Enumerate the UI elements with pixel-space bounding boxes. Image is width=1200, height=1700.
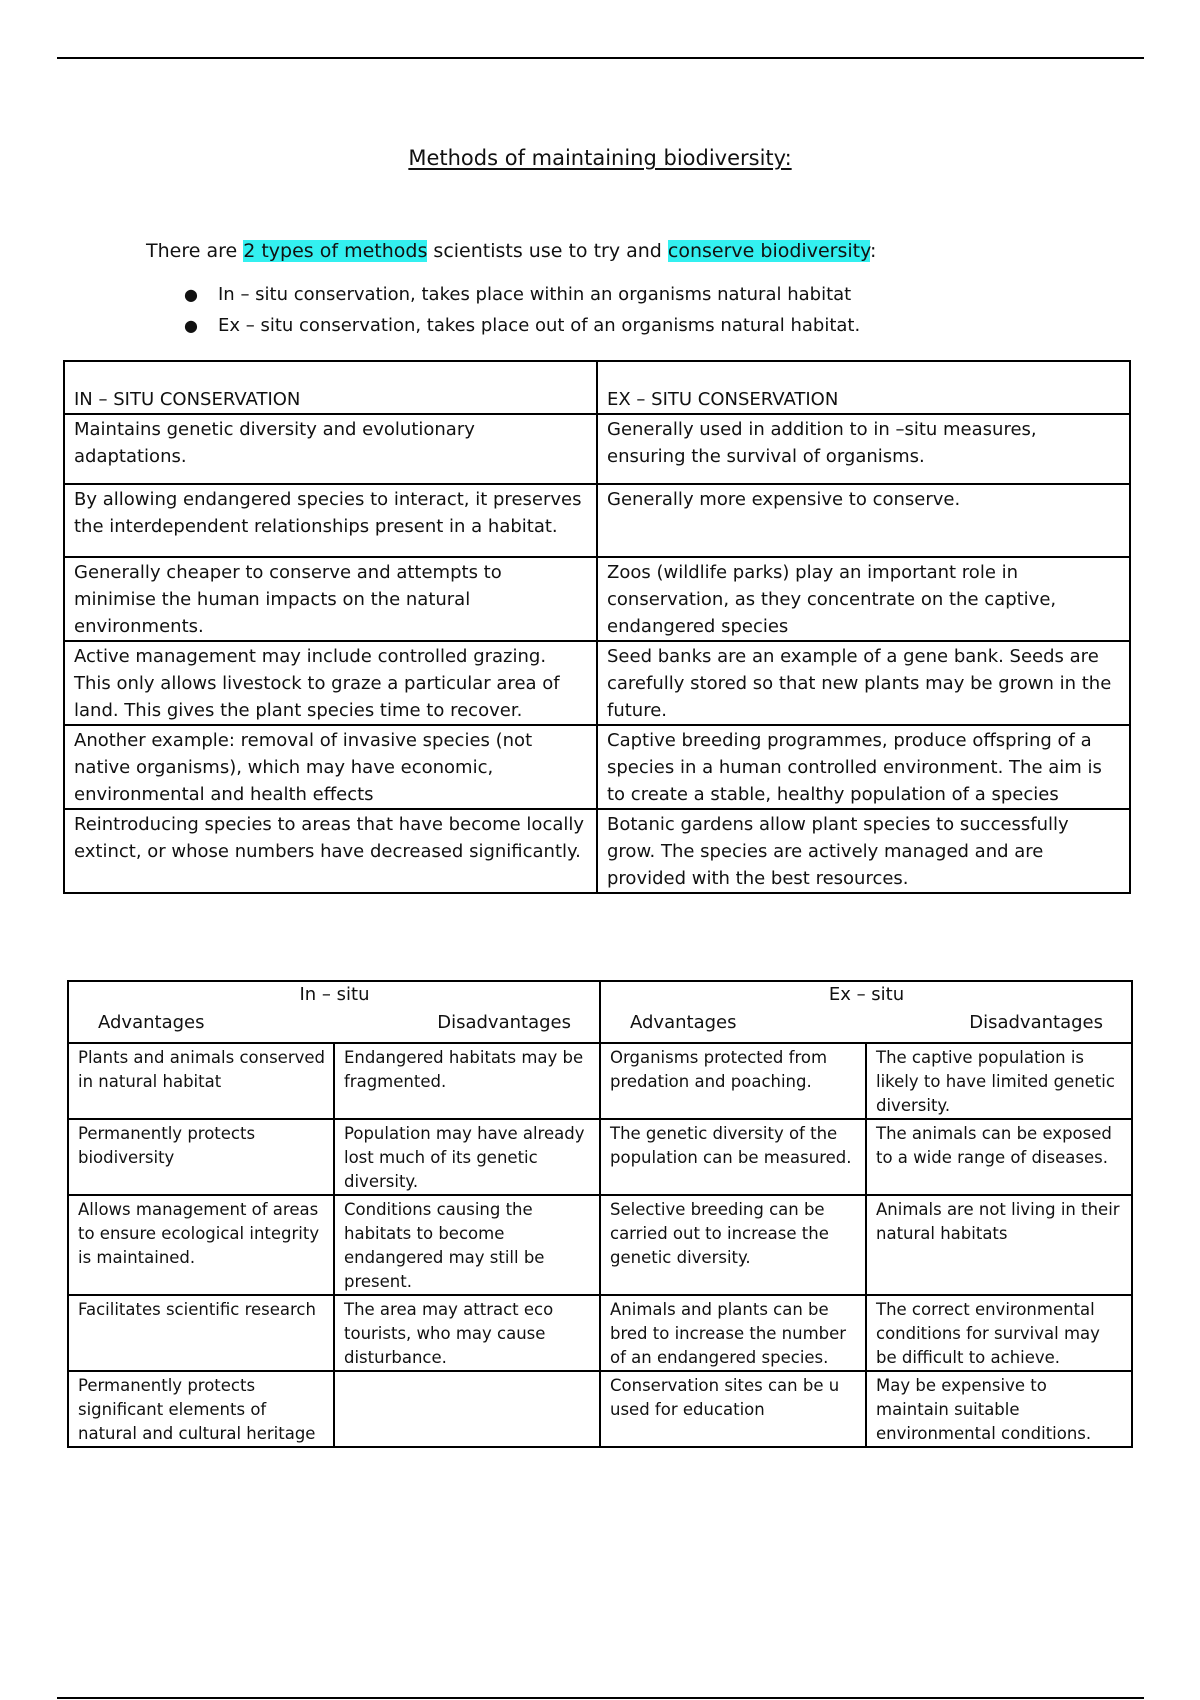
- table-cell: Conditions causing the habitats to become endangered may still be present.: [334, 1195, 600, 1295]
- table-cell: Botanic gardens allow plant species to successfully grow. The species are actively managed and are provided with the best resources.: [597, 809, 1130, 893]
- header-ex-situ: EX – SITU CONSERVATION: [597, 361, 1130, 414]
- table-cell: Facilitates scientific research: [68, 1295, 334, 1371]
- table-row: [64, 414, 1130, 484]
- table-cell: Generally more expensive to conserve.: [597, 484, 1130, 557]
- table-header-row: [68, 981, 1132, 1043]
- table-cell: Seed banks are an example of a gene bank. Seeds are carefully stored so that new plants may be grown in the future.: [597, 641, 1130, 725]
- table-cell: Allows management of areas to ensure ecological integrity is maintained.: [68, 1195, 334, 1295]
- table-header-row: [64, 361, 1130, 414]
- intro-text-1: There are: [146, 240, 244, 262]
- table-row: [64, 484, 1130, 557]
- intro-paragraph: [146, 240, 876, 262]
- table-cell: The captive population is likely to have limited genetic diversity.: [866, 1043, 1132, 1119]
- highlight-conserve-biodiversity: conserve biodiversity: [667, 240, 870, 262]
- table-cell: Generally used in addition to in –situ measures, ensuring the survival of organisms.: [597, 414, 1130, 484]
- intro-text-2: scientists use to try and: [427, 240, 668, 262]
- advantages-disadvantages-table: [67, 980, 1133, 1448]
- intro-text-3: :: [869, 240, 877, 262]
- table-cell: Selective breeding can be carried out to increase the genetic diversity.: [600, 1195, 866, 1295]
- ex-situ-title: Ex – situ: [828, 984, 905, 1005]
- table-row: [64, 725, 1130, 809]
- table-cell: By allowing endangered species to interact, it preserves the interdependent relationships present in a habitat.: [64, 484, 597, 557]
- table-cell: Generally cheaper to conserve and attempts to minimise the human impacts on the natural environments.: [64, 557, 597, 641]
- top-rule: [57, 57, 1144, 59]
- table-row: [68, 1043, 1132, 1119]
- table-cell: Permanently protects significant elements of natural and cultural heritage: [68, 1371, 334, 1447]
- table-cell: The correct environmental conditions for survival may be difficult to achieve.: [866, 1295, 1132, 1371]
- in-situ-advantages-label: Advantages: [98, 1012, 205, 1033]
- bullet-list: [184, 284, 860, 346]
- table-cell: Population may have already lost much of its genetic diversity.: [334, 1119, 600, 1195]
- bottom-rule: [57, 1697, 1144, 1699]
- in-situ-group-header: [68, 981, 600, 1043]
- ex-situ-group-header: [600, 981, 1132, 1043]
- table-cell: The animals can be exposed to a wide range of diseases.: [866, 1119, 1132, 1195]
- table-cell: Plants and animals conserved in natural habitat: [68, 1043, 334, 1119]
- table-cell: The area may attract eco tourists, who may cause disturbance.: [334, 1295, 600, 1371]
- table-cell: Captive breeding programmes, produce offspring of a species in a human controlled environment. The aim is to create a stable, healthy population of a species: [597, 725, 1130, 809]
- highlight-types-of-methods: 2 types of methods: [243, 240, 428, 262]
- table-row: [64, 809, 1130, 893]
- table-row: [68, 1195, 1132, 1295]
- table-cell: The genetic diversity of the population can be measured.: [600, 1119, 866, 1195]
- bullet-dot-icon: ●: [184, 316, 198, 335]
- header-in-situ: IN – SITU CONSERVATION: [64, 361, 597, 414]
- table-cell: Permanently protects biodiversity: [68, 1119, 334, 1195]
- bullet-item: ● Ex – situ conservation, takes place out of an organisms natural habitat.: [184, 315, 861, 336]
- ex-situ-disadvantages-label: Disadvantages: [969, 1012, 1103, 1033]
- table-cell: May be expensive to maintain suitable environmental conditions.: [866, 1371, 1132, 1447]
- table-cell: Animals and plants can be bred to increase the number of an endangered species.: [600, 1295, 866, 1371]
- page-title: Methods of maintaining biodiversity:: [408, 146, 792, 170]
- table-cell: Organisms protected from predation and poaching.: [600, 1043, 866, 1119]
- table-cell: Endangered habitats may be fragmented.: [334, 1043, 600, 1119]
- conservation-comparison-table: [63, 360, 1131, 894]
- table-cell: Conservation sites can be u used for education: [600, 1371, 866, 1447]
- table-row: [68, 1119, 1132, 1195]
- table-cell: Active management may include controlled grazing. This only allows livestock to graze a particular area of land. This gives the plant species time to recover.: [64, 641, 597, 725]
- table-cell: Another example: removal of invasive species (not native organisms), which may have economic, environmental and health effects: [64, 725, 597, 809]
- table-cell: [334, 1371, 600, 1447]
- table-row: [64, 557, 1130, 641]
- in-situ-title: In – situ: [299, 984, 370, 1005]
- in-situ-disadvantages-label: Disadvantages: [437, 1012, 571, 1033]
- ex-situ-advantages-label: Advantages: [630, 1012, 737, 1033]
- table-row: [68, 1371, 1132, 1447]
- table-cell: Animals are not living in their natural habitats: [866, 1195, 1132, 1295]
- bullet-dot-icon: ●: [184, 285, 198, 304]
- table-row: [68, 1295, 1132, 1371]
- table-cell: Zoos (wildlife parks) play an important role in conservation, as they concentrate on the captive, endangered species: [597, 557, 1130, 641]
- table-cell: Maintains genetic diversity and evolutionary adaptations.: [64, 414, 597, 484]
- bullet-item: ● In – situ conservation, takes place within an organisms natural habitat: [184, 284, 852, 305]
- table-cell: Reintroducing species to areas that have become locally extinct, or whose numbers have decreased significantly.: [64, 809, 597, 893]
- table-row: [64, 641, 1130, 725]
